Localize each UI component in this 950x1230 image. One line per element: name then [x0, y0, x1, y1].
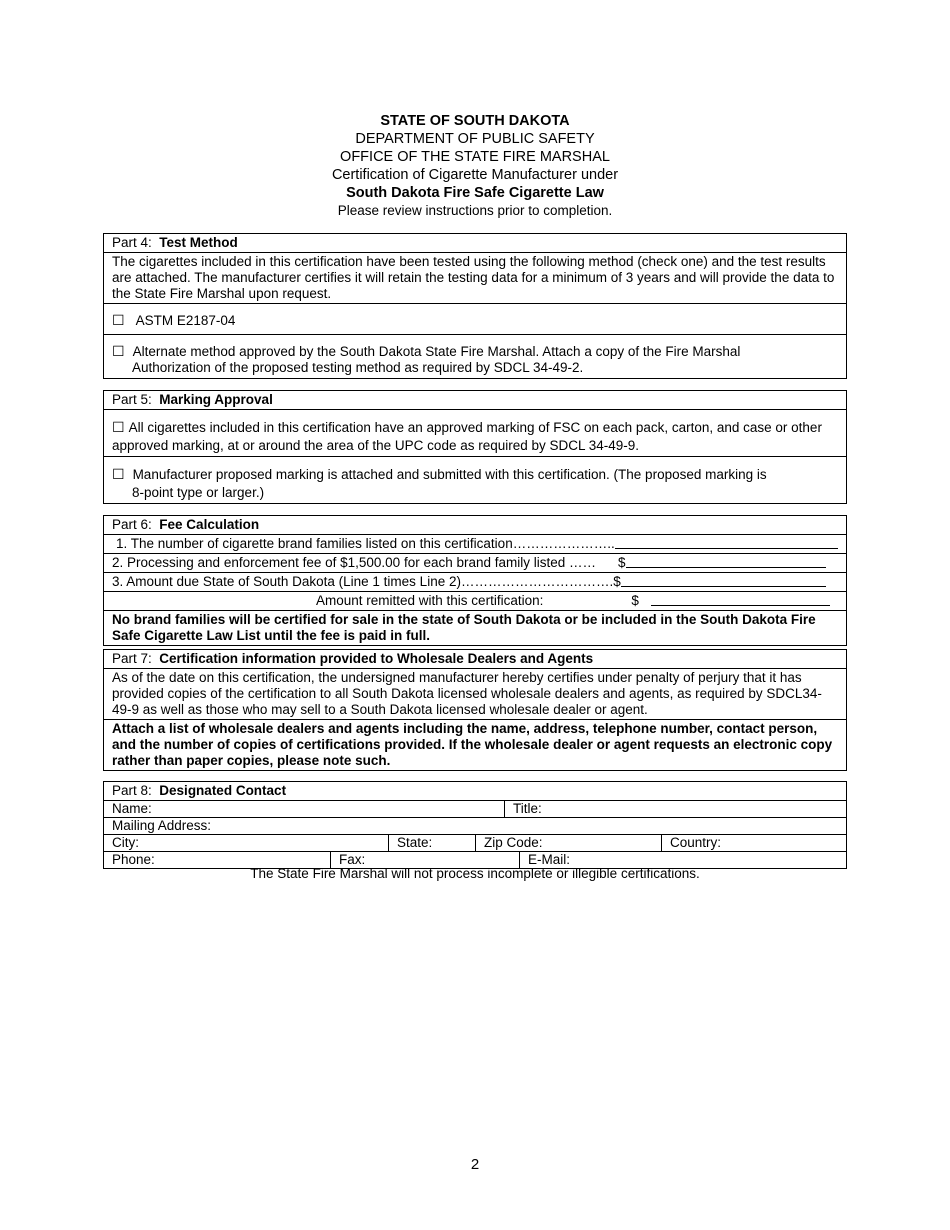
- part5-label: Part 5:: [112, 392, 152, 407]
- form-header: [0, 112, 950, 220]
- fee-line-1[interactable]: [104, 534, 846, 553]
- header-instructions: Please review instructions prior to completion.: [337, 203, 613, 218]
- contact-row-location: [104, 834, 846, 851]
- part4-option-alternate[interactable]: [104, 334, 846, 378]
- name-field[interactable]: Name:: [112, 801, 152, 816]
- astm-label: ASTM E2187-04: [135, 313, 236, 328]
- part6-fee-calculation: [103, 515, 847, 646]
- header-certification: Certification of Cigarette Manufacturer under: [331, 167, 619, 183]
- part6-title: Fee Calculation: [159, 517, 260, 532]
- fsc-label: All cigarettes included in this certification have an approved marking of FSC on each pack, carton, and case or other approved marking, at or around the area of the UPC code as required by SDCL 34-49-9.: [112, 420, 822, 453]
- fee-line-3-text: 3. Amount due State of South Dakota (Line 1 times Line 2)…………………………….$: [112, 574, 621, 589]
- amount-due-field[interactable]: [621, 574, 826, 587]
- part4-label: Part 4:: [112, 235, 152, 250]
- part4-test-method: [103, 233, 847, 379]
- mailing-address-field[interactable]: Mailing Address:: [112, 818, 212, 833]
- checkbox-proposed[interactable]: ☐: [112, 466, 125, 482]
- part4-heading: [104, 234, 846, 252]
- header-state: STATE OF SOUTH DAKOTA: [380, 113, 570, 129]
- fax-field[interactable]: Fax:: [330, 852, 519, 868]
- fee-amount-field[interactable]: [626, 555, 826, 568]
- part5-title: Marking Approval: [159, 392, 273, 407]
- brand-count-field[interactable]: [615, 536, 838, 549]
- part4-title: Test Method: [159, 235, 238, 250]
- fee-line-3[interactable]: [104, 572, 846, 591]
- part8-designated-contact: [103, 781, 847, 869]
- part7-notice: Attach a list of wholesale dealers and agents including the name, address, telephone number, contact person, and the number of copies of certifications provided. If the wholesale dealer or agent requests an electronic copy rather than paper copies, please note such.: [104, 719, 846, 770]
- part7-heading: [104, 650, 846, 668]
- fee-line-2-text: 2. Processing and enforcement fee of $1,500.00 for each brand family listed ……: [112, 555, 597, 570]
- part5-option-fsc[interactable]: [104, 409, 846, 456]
- header-law: South Dakota Fire Safe Cigarette Law: [346, 185, 604, 201]
- part5-heading: [104, 391, 846, 409]
- checkbox-alternate[interactable]: ☐: [112, 343, 125, 359]
- alternate-label-1: Alternate method approved by the South Dakota State Fire Marshal. Attach a copy of the Fire Marshal: [132, 344, 741, 359]
- page-number: 2: [470, 1156, 480, 1173]
- header-office: OFFICE OF THE STATE FIRE MARSHAL: [340, 149, 610, 165]
- contact-row-address: [104, 817, 846, 834]
- part6-label: Part 6:: [112, 517, 152, 532]
- proposed-label-1: Manufacturer proposed marking is attached and submitted with this certification. (The proposed marking is: [132, 467, 767, 482]
- part6-notice: No brand families will be certified for sale in the state of South Dakota or be included in the South Dakota Fire Safe Cigarette Law List until the fee is paid in full.: [104, 610, 846, 645]
- fee-line-2-dollar: $: [618, 555, 626, 570]
- part8-heading: [104, 782, 846, 800]
- zip-code-field[interactable]: Zip Code:: [475, 835, 661, 851]
- title-field[interactable]: Title:: [504, 801, 846, 817]
- proposed-label-2: 8-point type or larger.): [132, 485, 265, 500]
- checkbox-fsc[interactable]: ☐: [112, 419, 125, 435]
- part5-marking-approval: [103, 390, 847, 504]
- city-field[interactable]: City:: [112, 835, 139, 850]
- country-field[interactable]: Country:: [661, 835, 846, 851]
- contact-row-name: [104, 800, 846, 817]
- part5-option-proposed[interactable]: [104, 456, 846, 503]
- part8-title: Designated Contact: [159, 783, 287, 798]
- remitted-dollar: $: [631, 593, 639, 608]
- alternate-label-2: Authorization of the proposed testing method as required by SDCL 34-49-2.: [132, 360, 584, 375]
- part7-title: Certification information provided to Wholesale Dealers and Agents: [159, 651, 594, 666]
- part7-label: Part 7:: [112, 651, 152, 666]
- part4-option-astm[interactable]: [104, 303, 846, 334]
- remitted-amount-field[interactable]: [651, 593, 830, 606]
- part8-label: Part 8:: [112, 783, 152, 798]
- part6-heading: [104, 516, 846, 534]
- state-field[interactable]: State:: [388, 835, 475, 851]
- part7-wholesale-dealers: [103, 649, 847, 771]
- footer-note: The State Fire Marshal will not process incomplete or illegible certifications.: [250, 866, 700, 881]
- remitted-label: Amount remitted with this certification:: [316, 593, 544, 608]
- fee-line-2[interactable]: [104, 553, 846, 572]
- phone-field[interactable]: Phone:: [112, 852, 155, 867]
- email-field[interactable]: E-Mail:: [519, 852, 846, 868]
- header-department: DEPARTMENT OF PUBLIC SAFETY: [355, 131, 595, 147]
- part7-body: As of the date on this certification, the undersigned manufacturer hereby certifies under penalty of perjury that it has provided copies of the certification to all South Dakota licensed wholesale dealers and agents, as required by SDCL34-49-9 as well as those who may sell to a South Dakota licensed wholesale dealer or agent.: [104, 668, 846, 719]
- part4-intro: The cigarettes included in this certification have been tested using the following method (check one) and the test results are attached. The manufacturer certifies it will retain the testing data for a minimum of 3 years and will provide the data to the State Fire Marshal upon request.: [104, 252, 846, 303]
- checkbox-astm[interactable]: ☐: [112, 312, 125, 328]
- fee-remitted[interactable]: [104, 591, 846, 610]
- fee-line-1-text: 1. The number of cigarette brand families listed on this certification…………………..: [116, 536, 615, 551]
